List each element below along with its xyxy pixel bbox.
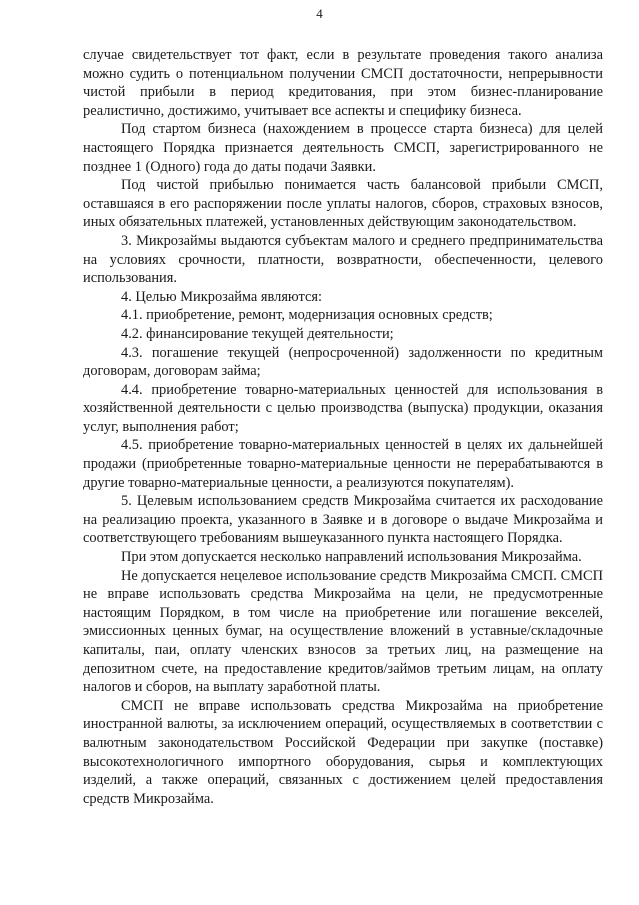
paragraph: 4.3. погашение текущей (непросроченной) задолженности по кредитным договорам, договорам займа;	[83, 344, 603, 380]
paragraph: 4.1. приобретение, ремонт, модернизация основных средств;	[121, 307, 493, 324]
paragraph: При этом допускается несколько направлений использования Микрозайма.	[121, 549, 582, 566]
paragraph: 3. Микрозаймы выдаются субъектам малого и среднего предпринимательства на условиях срочности, платности, возвратности, обеспеченности, целевого использования.	[83, 232, 603, 287]
paragraph: случае свидетельствует тот факт, если в результате проведения такого анализа можно судить о потенциальном получении СМСП достаточности, непрерывности чистой прибыли в период кредитования, при этом бизнес-планирование реалистично, достижимо, учитывает все аспекты и специфику бизнеса.	[83, 47, 603, 119]
paragraph: Под чистой прибылью понимается часть балансовой прибыли СМСП, оставшаяся в его распоряжении после уплаты налогов, сборов, страховых взносов, иных обязательных платежей, установленных действующим законодательством.	[83, 177, 603, 231]
paragraph: СМСП не вправе использовать средства Микрозайма на приобретение иностранной валюты, за исключением операций, осуществляемых в соответствии с валютным законодательством Российской Федерации при закупке (поставке) высокотехнологичного импортного оборудования, сырья и комплектующих изделий, а также операций, связанных с достижением целей предоставления средств Микрозайма.	[83, 697, 603, 807]
paragraph: Не допускается нецелевое использование средств Микрозайма СМСП. СМСП не вправе использовать средства Микрозайма на цели, не предусмотренные настоящим Порядком, в том числе на приобретение или погашение векселей, эмиссионных ценных бумаг, на осуществление вложений в уставные/складочные капиталы, паи, оплату членских взносов за третьих лиц, на размещение на депозитном счете, на предоставление кредитов/займов третьим лицам, на оплату налогов и сборов, на выплату заработной платы.	[83, 567, 603, 696]
paragraph: Под стартом бизнеса (нахождением в процессе старта бизнеса) для целей настоящего Порядка признается деятельность СМСП, зарегистрированного не позднее 1 (Одного) года до даты подачи Заявки.	[83, 121, 603, 175]
document-body	[83, 46, 603, 808]
paragraph: 5. Целевым использованием средств Микрозайма считается их расходование на реализацию проекта, указанного в Заявке и в договоре о выдаче Микрозайма и соответствующего требованиям вышеуказанного пункта настоящего Порядка.	[83, 493, 603, 547]
paragraph: 4.2. финансирование текущей деятельности;	[121, 325, 394, 342]
paragraph: 4. Целью Микрозайма являются:	[121, 288, 322, 305]
page-number: 4	[316, 6, 323, 21]
paragraph: 4.5. приобретение товарно-материальных ценностей в целях их дальнейшей продажи (приобретенные товарно-материальные ценности не перерабатываются в другие товарно-материальные ценности, а реализуются покупателям).	[83, 437, 603, 491]
paragraph: 4.4. приобретение товарно-материальных ценностей для использования в хозяйственной деятельности с целью производства (выпуска) продукции, оказания услуг, выполнения работ;	[83, 381, 603, 435]
